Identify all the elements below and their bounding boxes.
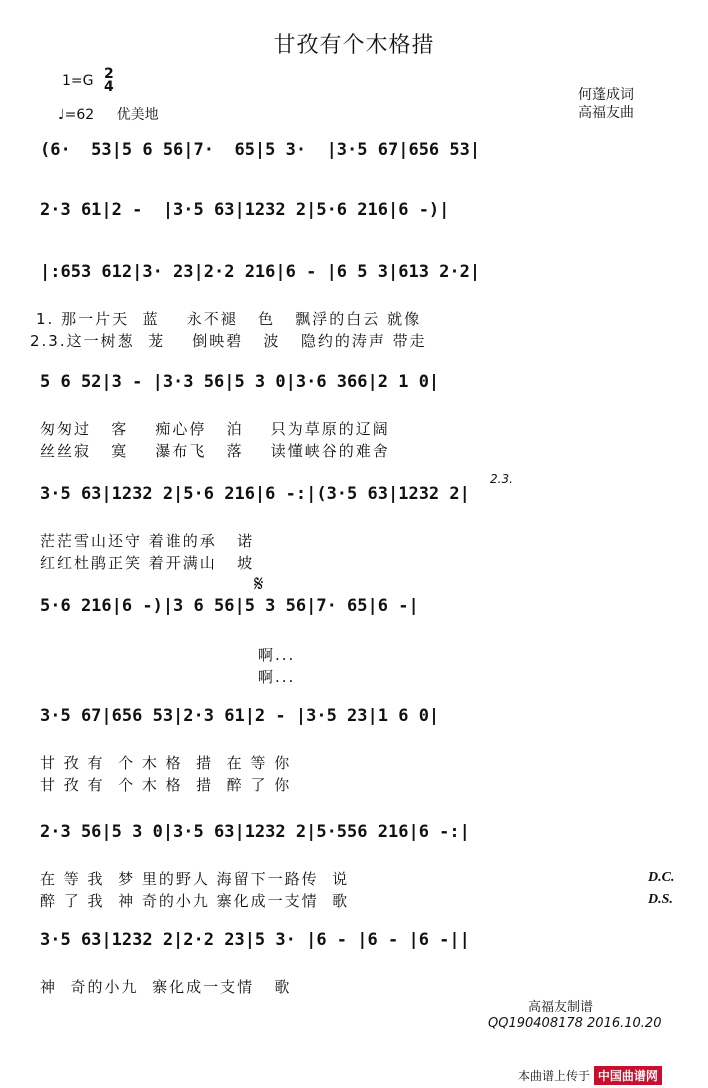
staff-row-6 — [40, 596, 680, 636]
key-signature — [62, 68, 114, 94]
lyric-line: 匆匆过 客 痴心停 泊 只为草原的辽阔 — [40, 420, 390, 438]
staff-row-8 — [40, 822, 680, 862]
lyric-line: 1. 那一片天 蓝 永不褪 色 飘浮的白云 就像 — [36, 310, 422, 328]
segno-icon: 𝄋 — [254, 572, 264, 597]
notation: (6· 53|5 6 56|7· 65|5 3· |3·5 67|656 53| — [40, 140, 481, 160]
lyricist: 何蓬成词 — [578, 87, 634, 103]
notation: 2·3 61|2 - |3·5 63|1232 2|5·6 216|6 -)| — [40, 200, 450, 220]
lyric-line: 茫茫雪山还守 着谁的承 诺 — [40, 532, 255, 550]
staff-row-5 — [40, 484, 680, 524]
lyric-line: 在 等 我 梦 里的野人 海留下一路传 说 — [40, 870, 350, 888]
lyric-line: 神 奇的小九 寨化成一支情 歌 — [40, 978, 292, 996]
notation: 5·6 216|6 -)|3 6 56|5 3 56|7· 65|6 -| — [40, 596, 419, 616]
watermark — [518, 1066, 662, 1085]
key-label: 1=G — [62, 73, 94, 89]
dc-marking: D.C. — [648, 870, 675, 885]
staff-row-2 — [40, 200, 680, 240]
staff-row-7 — [40, 706, 680, 746]
notation: 2·3 56|5 3 0|3·5 63|1232 2|5·556 216|6 -:| — [40, 822, 470, 842]
lyric-line: 醉 了 我 神 奇的小九 寨化成一支情 歌 — [40, 892, 350, 910]
site-logo: 中国曲谱网 — [594, 1066, 662, 1085]
arranger-info: QQ190408178 2016.10.20 — [488, 1016, 662, 1031]
staff-row-4 — [40, 372, 680, 412]
staff-row-1 — [40, 140, 680, 180]
volta-marker: 2.3. — [490, 472, 513, 486]
notation: 3·5 63|1232 2|5·6 216|6 -:|(3·5 63|1232 2| — [40, 484, 470, 504]
notation: 3·5 67|656 53|2·3 61|2 - |3·5 23|1 6 0| — [40, 706, 440, 726]
song-title: 甘孜有个木格措 — [273, 33, 435, 58]
ds-marking: D.S. — [648, 892, 673, 907]
time-signature: 2 4 — [103, 66, 114, 95]
lyric-line: 啊... — [258, 668, 296, 686]
lyric-line: 甘 孜 有 个 木 格 措 在 等 你 — [40, 754, 292, 772]
staff-row-3 — [40, 262, 680, 302]
tempo-marking — [58, 104, 159, 124]
arranger-credit: 高福友制谱 — [528, 1000, 594, 1015]
lyric-line: 甘 孜 有 个 木 格 措 醉 了 你 — [40, 776, 292, 794]
lyric-line: 红红杜鹃正笑 着开满山 坡 — [40, 554, 255, 572]
lyric-line: 啊... — [258, 646, 296, 664]
notation: 3·5 63|1232 2|2·2 23|5 3· |6 - |6 - |6 -|| — [40, 930, 470, 950]
composer: 高福友曲 — [578, 105, 634, 121]
tempo-value: ♩=62 — [58, 107, 95, 123]
notation: |:653 612|3· 23|2·2 216|6 - |6 5 3|613 2·2| — [40, 262, 481, 282]
staff-row-9 — [40, 930, 680, 970]
lyric-line: 2.3.这一树葱 茏 倒映碧 波 隐约的涛声 带走 — [30, 332, 427, 350]
notation: 5 6 52|3 - |3·3 56|5 3 0|3·6 366|2 1 0| — [40, 372, 440, 392]
lyric-line: 丝丝寂 寞 瀑布飞 落 读懂峡谷的难舍 — [40, 442, 390, 460]
expression-marking: 优美地 — [116, 107, 159, 123]
watermark-text: 本曲谱上传于 — [518, 1069, 591, 1083]
